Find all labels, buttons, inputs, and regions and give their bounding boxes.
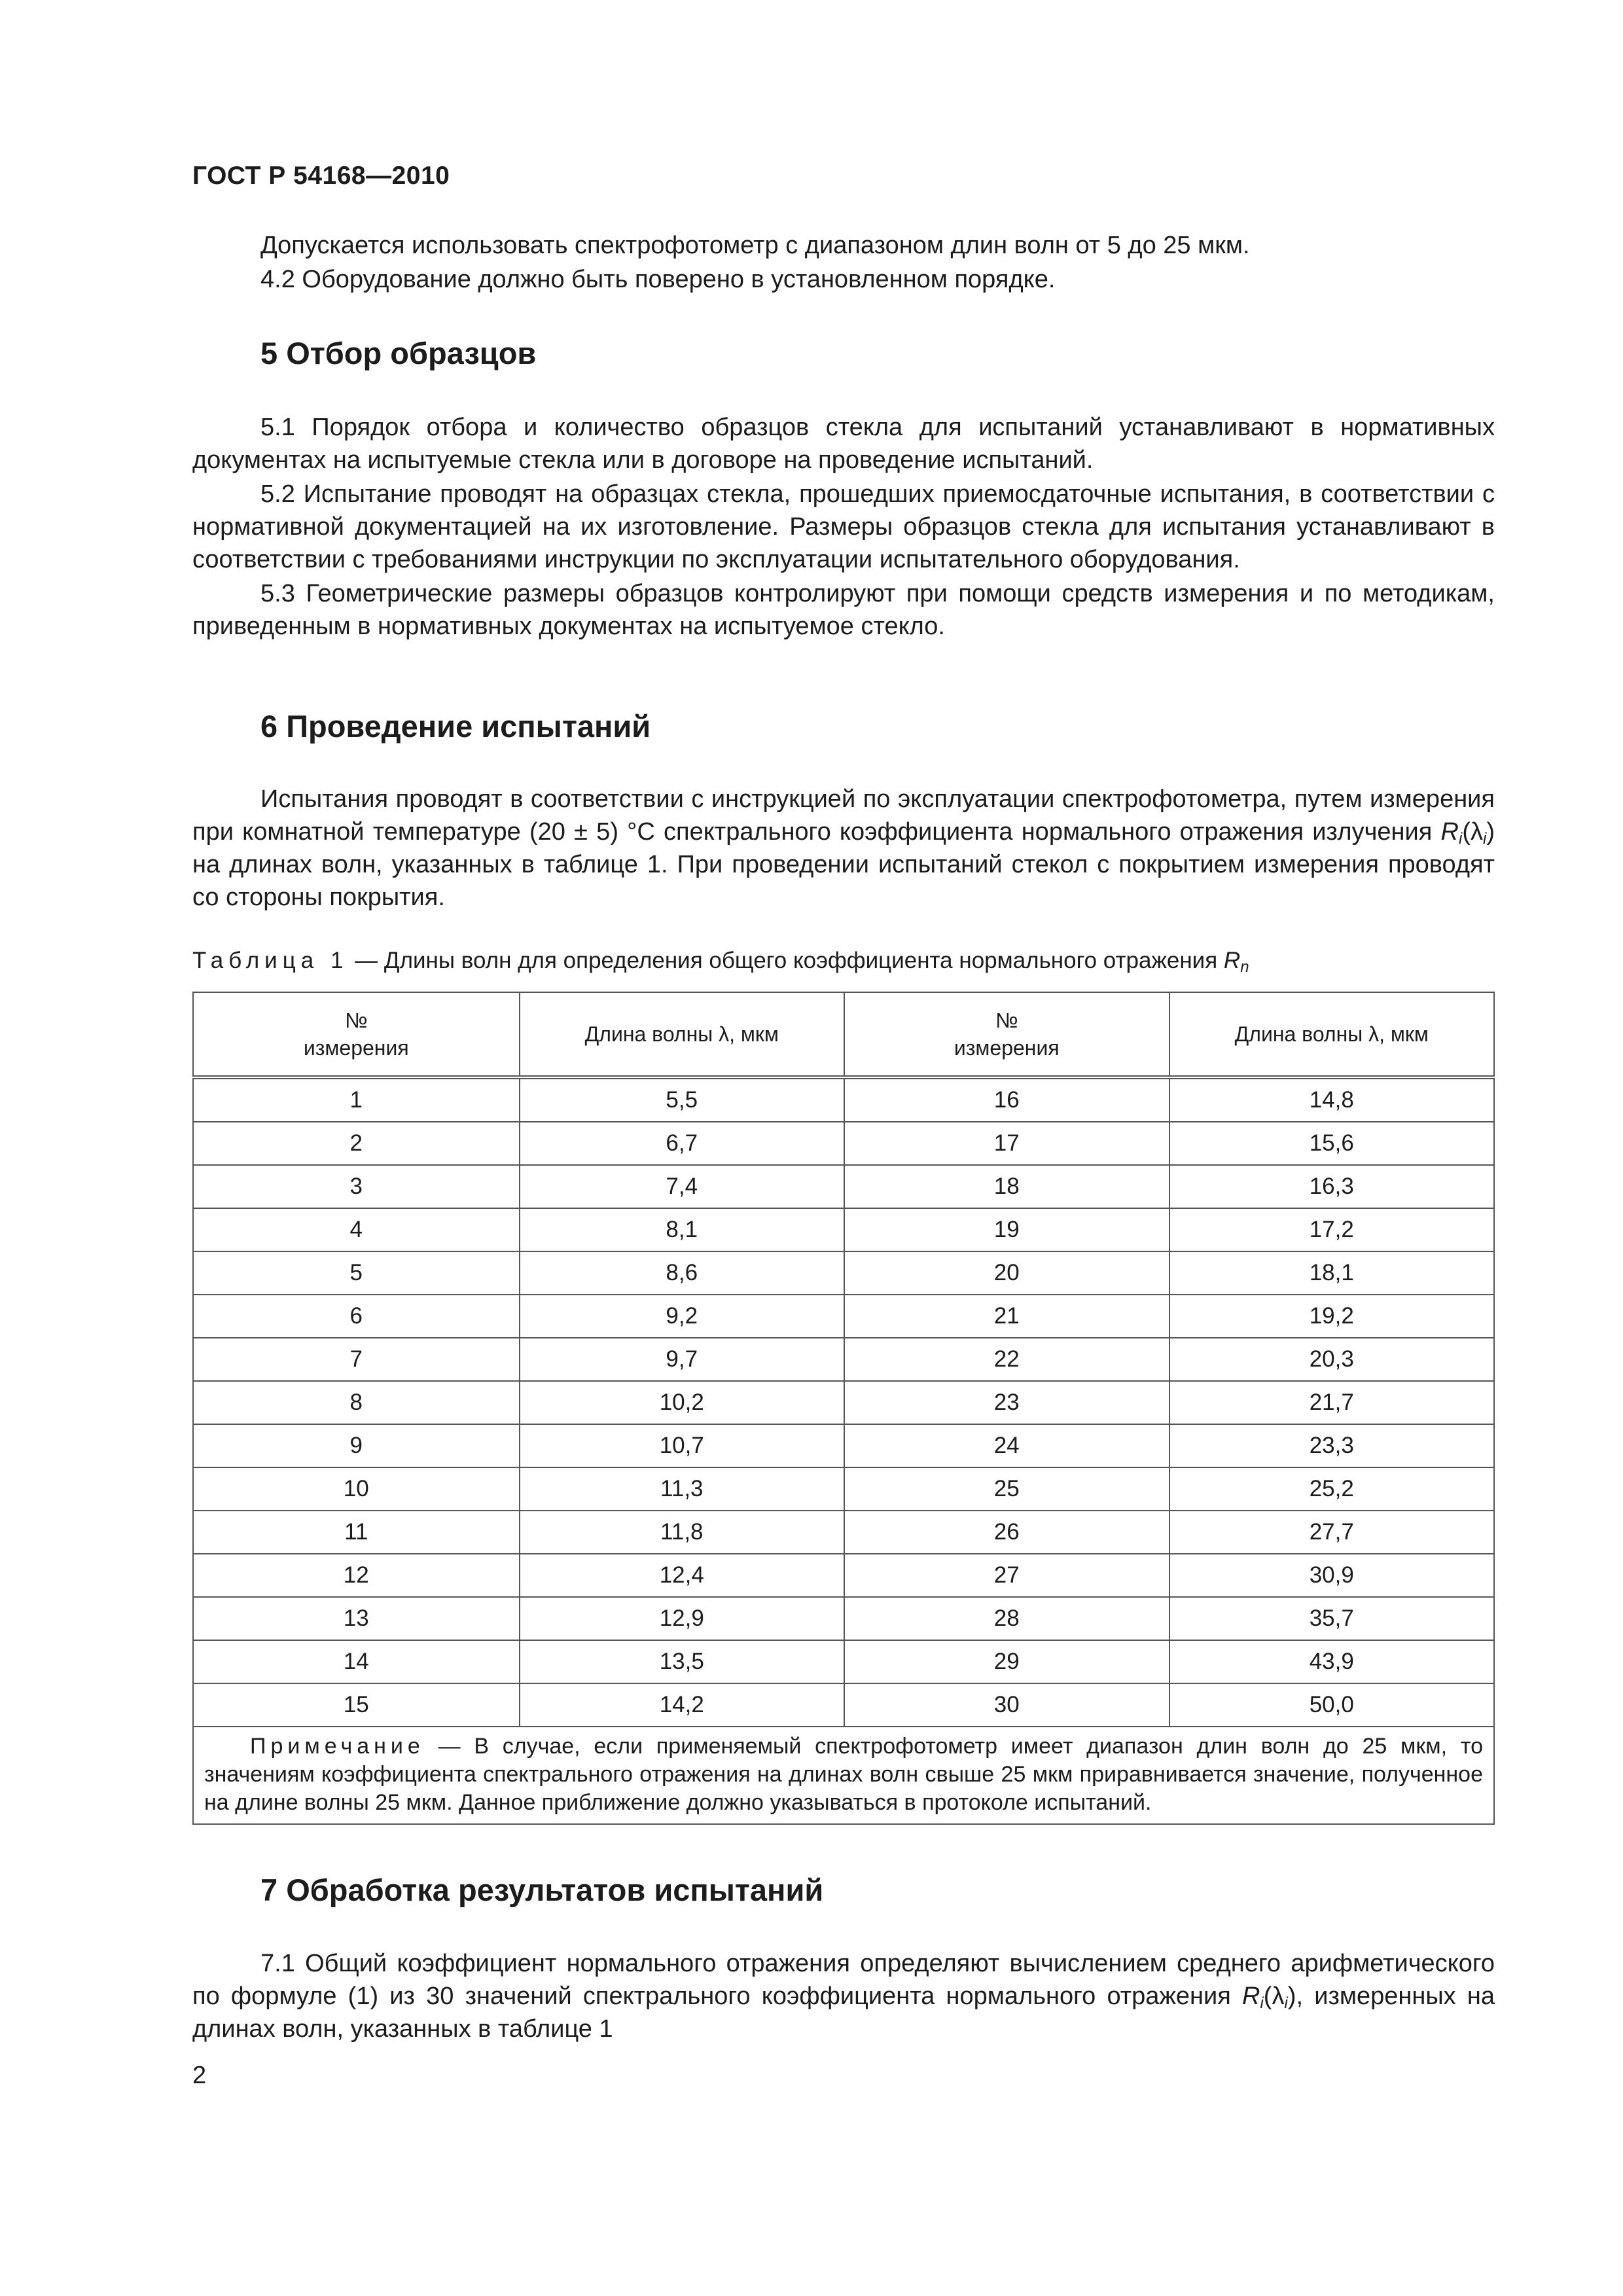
table-cell: 19 <box>844 1208 1169 1251</box>
table-row <box>193 1381 1494 1424</box>
table-cell: 23,3 <box>1169 1424 1494 1467</box>
table-cell: 30,9 <box>1169 1554 1494 1597</box>
intro-paragraph-2: 4.2 Оборудование должно быть поверено в установленном порядке. <box>260 266 1056 293</box>
table-row <box>193 1683 1494 1727</box>
paragraph-6-1-start: Испытания проводят в соответствии с инструкцией по эксплуатации спектрофотометра, путем измерения при комнатной температуре (20 ± 5) °С спектрального коэффициента нормального отражения излучения <box>192 785 1495 846</box>
table-cell: 6 <box>193 1295 520 1338</box>
lambda-term: $(\lambda_i)$ <box>1462 818 1495 848</box>
table-row <box>193 1165 1494 1208</box>
header-wavelength-1: Длина волны λ, мкм <box>520 992 844 1077</box>
table-row <box>193 1077 1494 1122</box>
table-cell: 9,7 <box>520 1338 844 1381</box>
table-cell: 20,3 <box>1169 1338 1494 1381</box>
table-caption-text: — Длины волн для определения общего коэффициента нормального отражения <box>355 948 1218 973</box>
table-cell: 25 <box>844 1467 1169 1511</box>
table-cell: 17 <box>844 1122 1169 1165</box>
table-row <box>193 1597 1494 1640</box>
table-caption <box>192 948 1249 974</box>
table-row <box>193 1424 1494 1467</box>
table-cell: 4 <box>193 1208 520 1251</box>
table-cell: 29 <box>844 1640 1169 1683</box>
table-note <box>193 1727 1494 1824</box>
table-cell: 11 <box>193 1511 520 1554</box>
table-cell: 7 <box>193 1338 520 1381</box>
paragraph-7-1-end: измеренных на длинах волн, указанных в таблице 1 <box>192 1982 1495 2043</box>
section-6-heading: 6 Проведение испытаний <box>260 709 651 744</box>
table-cell: 50,0 <box>1169 1683 1494 1727</box>
document-header: ГОСТ Р 54168—2010 <box>192 162 450 190</box>
table-row <box>193 1511 1494 1554</box>
table-cell: 16,3 <box>1169 1165 1494 1208</box>
table-cell: 11,3 <box>520 1467 844 1511</box>
table-cell: 10 <box>193 1467 520 1511</box>
table-cell: 23 <box>844 1381 1169 1424</box>
table-cell: 27 <box>844 1554 1169 1597</box>
paragraph-5-3: 5.3 Геометрические размеры образцов контролируют при помощи средств измерения и по методикам, приведенным в нормативных документах на испытуемое стекло. <box>192 580 1495 640</box>
table-cell: 26 <box>844 1511 1169 1554</box>
table-row <box>193 1295 1494 1338</box>
table-row <box>193 1251 1494 1295</box>
table-cell: 21,7 <box>1169 1381 1494 1424</box>
wavelength-table <box>192 992 1495 1825</box>
table-cell: 10,7 <box>520 1424 844 1467</box>
table-cell: 1 <box>193 1077 520 1122</box>
table-cell: 24 <box>844 1424 1169 1467</box>
reflectance-symbol: $R_i$ <box>1440 818 1463 848</box>
lambda-term: $(\lambda_i)$, <box>1263 1982 1304 2012</box>
header-measurement-number-1: № измерения <box>193 992 520 1077</box>
table-cell: 9 <box>193 1424 520 1467</box>
header-measurement-number-2: № измерения <box>844 992 1169 1077</box>
table-cell: 7,4 <box>520 1165 844 1208</box>
table-cell: 8 <box>193 1381 520 1424</box>
table-cell: 15,6 <box>1169 1122 1494 1165</box>
table-cell: 10,2 <box>520 1381 844 1424</box>
paragraph-7-1-start: 7.1 Общий коэффициент нормального отражения определяют вычислением среднего арифметического по формуле (1) из 30 значений спектрального коэффициента нормального отражения <box>192 1950 1495 2010</box>
table-cell: 43,9 <box>1169 1640 1494 1683</box>
table-caption-symbol: $R_n$ <box>1223 948 1249 976</box>
section-5-heading: 5 Отбор образцов <box>260 336 537 370</box>
section-5-body <box>192 411 1495 644</box>
table-cell: 18,1 <box>1169 1251 1494 1295</box>
table-row <box>193 1554 1494 1597</box>
table-cell: 16 <box>844 1077 1169 1122</box>
section-7-heading: 7 Обработка результатов испытаний <box>260 1873 824 1907</box>
paragraph-5-2: 5.2 Испытание проводят на образцах стекла, прошедших приемосдаточные испытания, в соответствии с нормативной документацией на их изготовление. Размеры образцов стекла для испытания устанавливают в соответствии с требованиями инструкции по эксплуатации испытательного оборудования. <box>192 480 1495 573</box>
table-cell: 14,8 <box>1169 1077 1494 1122</box>
table-cell: 3 <box>193 1165 520 1208</box>
table-cell: 14 <box>193 1640 520 1683</box>
section-7-body <box>192 1947 1495 2047</box>
table-caption-lead: Таблица 1 <box>192 948 349 973</box>
table-note-text: — В случае, если применяемый спектрофотометр имеет диапазон длин волн до 25 мкм, то значениям коэффициента спектрального отражения на длинах волн свыше 25 мкм приравнивается значение, полученное на длине волны 25 мкм. Данное приближение должно указываться в протоколе испытаний. <box>204 1734 1484 1815</box>
section-6-body <box>192 783 1495 915</box>
table-cell: 2 <box>193 1122 520 1165</box>
table-cell: 22 <box>844 1338 1169 1381</box>
table-cell: 11,8 <box>520 1511 844 1554</box>
table-cell: 12,4 <box>520 1554 844 1597</box>
table-cell: 19,2 <box>1169 1295 1494 1338</box>
table-row <box>193 1338 1494 1381</box>
table-cell: 15 <box>193 1683 520 1727</box>
table-cell: 20 <box>844 1251 1169 1295</box>
table-cell: 5 <box>193 1251 520 1295</box>
reflectance-symbol: $R_i$ <box>1242 1982 1264 2012</box>
table-cell: 6,7 <box>520 1122 844 1165</box>
table-row <box>193 1640 1494 1683</box>
table-cell: 14,2 <box>520 1683 844 1727</box>
table-cell: 25,2 <box>1169 1467 1494 1511</box>
table-cell: 35,7 <box>1169 1597 1494 1640</box>
paragraph-6-1 <box>192 783 1495 914</box>
table-cell: 12 <box>193 1554 520 1597</box>
table-cell: 13,5 <box>520 1640 844 1683</box>
table-row <box>193 1122 1494 1165</box>
paragraph-7-1 <box>192 1947 1495 2045</box>
table-cell: 8,1 <box>520 1208 844 1251</box>
table-cell: 18 <box>844 1165 1169 1208</box>
paragraph-5-1: 5.1 Порядок отбора и количество образцов стекла для испытаний устанавливают в нормативных документах на испытуемые стекла или в договоре на проведение испытаний. <box>192 414 1495 474</box>
paragraph-6-1-end: на длинах волн, указанных в таблице 1. При проведении испытаний стекол с покрытием измерения проводят со стороны покрытия. <box>192 851 1495 911</box>
table-header-row <box>193 992 1494 1077</box>
table-cell: 5,5 <box>520 1077 844 1122</box>
table-cell: 12,9 <box>520 1597 844 1640</box>
table-cell: 9,2 <box>520 1295 844 1338</box>
table-cell: 30 <box>844 1683 1169 1727</box>
table-row <box>193 1467 1494 1511</box>
table-cell: 28 <box>844 1597 1169 1640</box>
intro-paragraph-1: Допускается использовать спектрофотометр с диапазоном длин волн от 5 до 25 мкм. <box>260 232 1250 259</box>
table-note-row <box>193 1727 1494 1824</box>
table-note-lead: Примечание <box>250 1734 425 1759</box>
intro-block <box>192 229 1495 297</box>
table-row <box>193 1208 1494 1251</box>
table-cell: 13 <box>193 1597 520 1640</box>
page-number: 2 <box>192 2062 207 2089</box>
table-cell: 27,7 <box>1169 1511 1494 1554</box>
table-cell: 21 <box>844 1295 1169 1338</box>
header-wavelength-2: Длина волны λ, мкм <box>1169 992 1494 1077</box>
table-cell: 17,2 <box>1169 1208 1494 1251</box>
table-cell: 8,6 <box>520 1251 844 1295</box>
